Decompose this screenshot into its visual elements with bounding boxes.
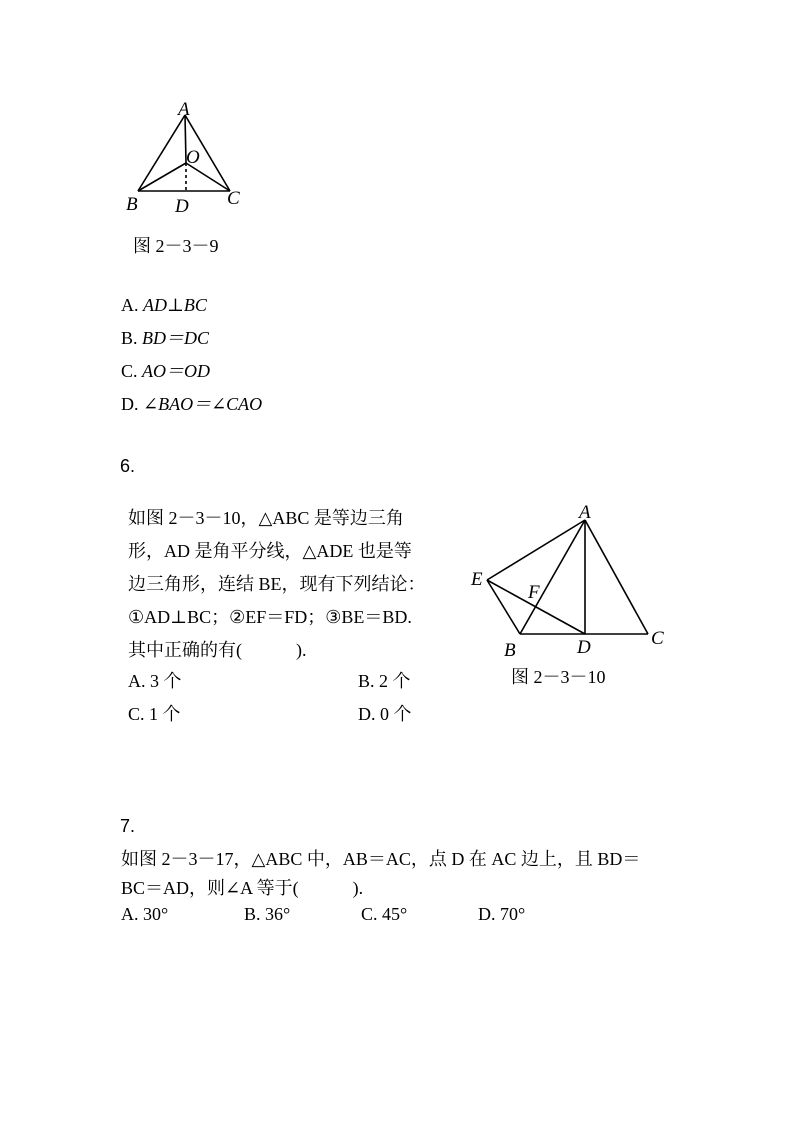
q7-option-d: D. 70° bbox=[478, 904, 526, 924]
figure-caption: 图 2－3－10 bbox=[511, 667, 606, 687]
q6-line: 其中正确的有( ). bbox=[128, 640, 307, 660]
q6-option-b: B. 2 个 bbox=[358, 671, 411, 691]
label-c: C bbox=[651, 628, 664, 649]
q6-option-c: C. 1 个 bbox=[128, 704, 181, 724]
q7-number: 7. bbox=[120, 816, 136, 836]
q6-line: 边三角形，连结 BE，现有下列结论： bbox=[128, 574, 426, 594]
q7-line: 如图 2－3－17，△ABC 中，AB＝AC，点 D 在 AC 边上，且 BD＝ bbox=[121, 849, 641, 869]
q7-option-b: B. 36° bbox=[244, 904, 291, 924]
figure-2-3-10 bbox=[465, 498, 675, 663]
q6-option-a: A. 3 个 bbox=[128, 671, 182, 691]
q6-line: 形，AD 是角平分线，△ADE 也是等 bbox=[128, 541, 412, 561]
q5-options bbox=[121, 289, 262, 421]
label-a: A bbox=[178, 99, 190, 120]
label-d: D bbox=[175, 196, 189, 217]
q6-line: ①AD⊥BC；②EF＝FD；③BE＝BD. bbox=[128, 607, 412, 627]
q7-line: BC＝AD，则∠A 等于( ). bbox=[121, 878, 364, 898]
label-a: A bbox=[579, 502, 591, 523]
q7-option-a: A. 30° bbox=[121, 904, 169, 924]
label-b: B bbox=[504, 640, 516, 661]
label-f: F bbox=[528, 582, 540, 603]
label-c: C bbox=[227, 188, 240, 209]
q6-number: 6. bbox=[120, 456, 136, 476]
q5-option-b: B. BD＝DC bbox=[121, 328, 210, 348]
label-e: E bbox=[471, 569, 483, 590]
label-b: B bbox=[126, 194, 138, 215]
q6-option-d: D. 0 个 bbox=[358, 704, 412, 724]
q6-text bbox=[128, 502, 426, 667]
figure-2-3-9 bbox=[120, 95, 260, 220]
q7-option-c: C. 45° bbox=[361, 904, 408, 924]
q6-line: 如图 2－3－10，△ABC 是等边三角 bbox=[128, 508, 404, 528]
label-d: D bbox=[577, 637, 591, 658]
figure-caption: 图 2－3－9 bbox=[133, 236, 219, 256]
q7-text bbox=[121, 845, 640, 903]
q5-option-a: A. AD⊥BC bbox=[121, 295, 207, 315]
q5-option-c: C. AO＝OD bbox=[121, 361, 211, 381]
q5-option-d: D. ∠BAO＝∠CAO bbox=[121, 394, 263, 414]
label-o: O bbox=[186, 147, 200, 168]
